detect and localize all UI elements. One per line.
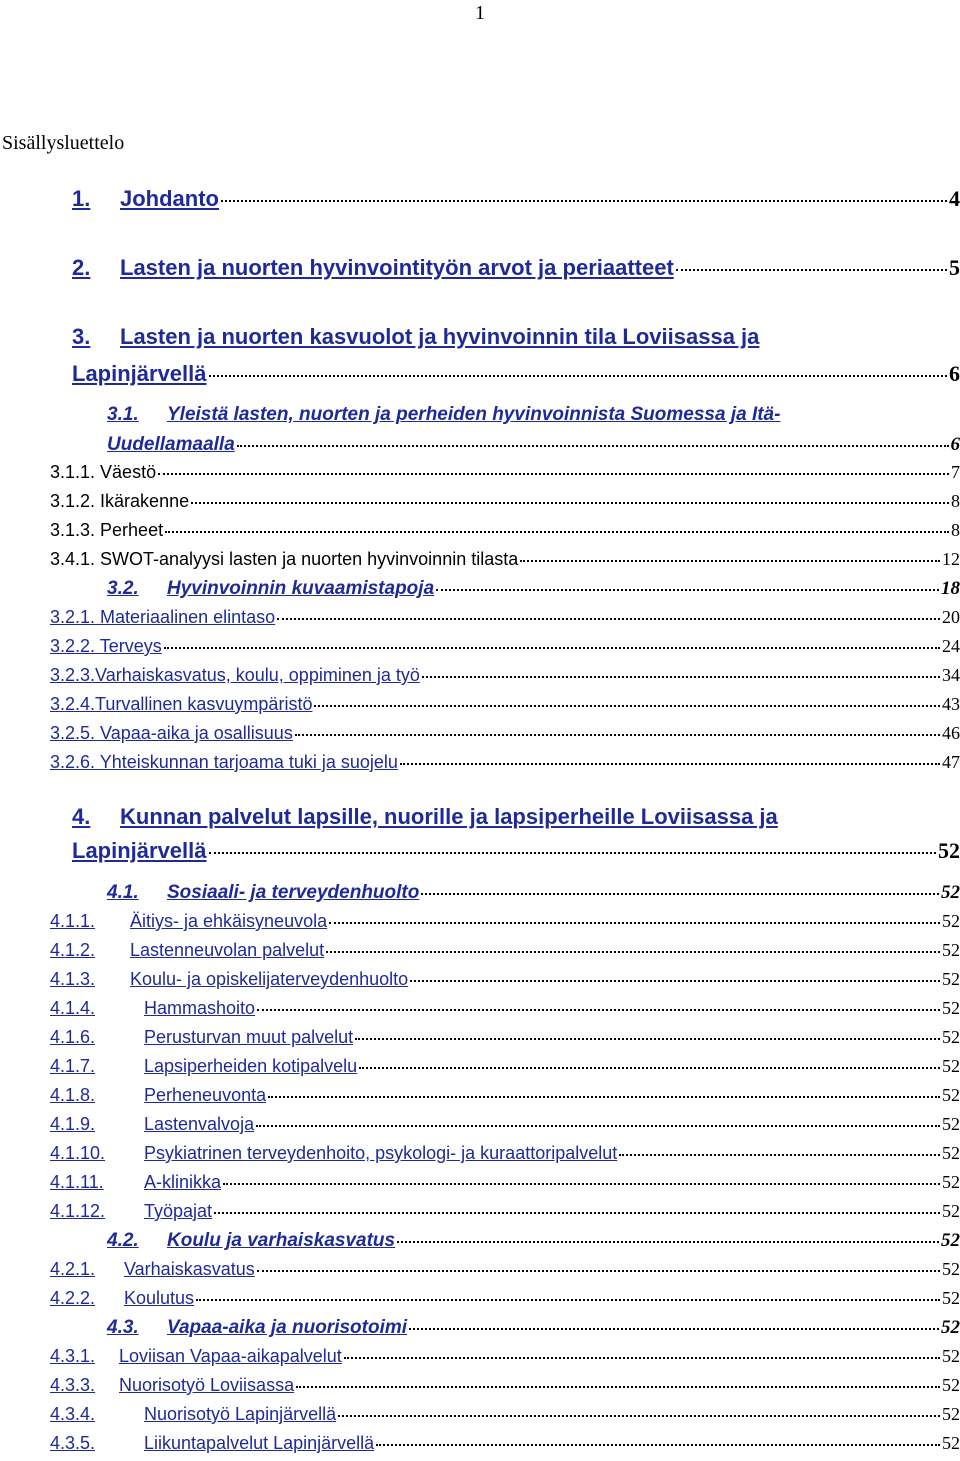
toc-entry-label: Työpajat [144, 1201, 213, 1221]
toc-entry-kasvuymparisto[interactable] [50, 694, 960, 715]
toc-page-number: 47 [942, 752, 960, 772]
toc-page-number: 46 [942, 723, 960, 743]
toc-page-number: 6 [949, 361, 960, 386]
dot-leader [676, 269, 947, 271]
toc-entry-label: A-klinikka [144, 1172, 222, 1192]
toc-entry-label: Uudellamaalla [107, 434, 235, 455]
toc-page-number: 52 [941, 882, 960, 903]
toc-entry-perheneuvonta[interactable] [50, 1085, 960, 1106]
dot-leader [221, 200, 947, 202]
toc-page-number: 52 [942, 1143, 960, 1163]
toc-page-number: 7 [951, 462, 960, 482]
dot-leader [256, 1125, 940, 1127]
toc-entry-number: 4.1.8. [50, 1085, 96, 1105]
toc-entry-yleista[interactable] [107, 404, 960, 426]
toc-entry-number: 4.1.11. [50, 1172, 104, 1192]
toc-entry-number: 4. [72, 804, 91, 829]
toc-entry-label: Perheneuvonta [144, 1085, 267, 1105]
toc-page-number: 52 [942, 1404, 960, 1424]
toc-entry-number: 1. [72, 186, 91, 211]
toc-page-number: 52 [941, 1317, 960, 1338]
toc-entry-tyopajat[interactable] [50, 1201, 960, 1222]
dot-leader [257, 1009, 940, 1011]
toc-entry-kouluterveydenhuolto[interactable] [50, 969, 960, 990]
toc-entry-koulu-varhaiskasvatus[interactable] [107, 1230, 960, 1252]
toc-entry-nuorisotyo-loviisa[interactable] [50, 1375, 960, 1396]
dot-leader [209, 375, 947, 377]
toc-entry-label: Hammashoito [144, 998, 256, 1018]
toc-entry-label: Perusturvan muut palvelut [144, 1027, 354, 1047]
toc-entry-label: Kunnan palvelut lapsille, nuorille ja lapsiperheille Loviisassa ja [120, 804, 778, 829]
toc-page-number: 52 [942, 1259, 960, 1279]
toc-entry-label: Lasten ja nuorten kasvuolot ja hyvinvoinnin tila Loviisassa ja [120, 324, 760, 349]
toc-entry-label: Lastenneuvolan palvelut [130, 940, 325, 960]
toc-entry-label: Nuorisotyö Loviisassa [119, 1375, 295, 1395]
toc-entry-psykiatrinen[interactable] [50, 1143, 960, 1164]
toc-entry-number: 4.1.3. [50, 969, 96, 989]
toc-page-number: 20 [942, 607, 960, 627]
toc-entry-label: Johdanto [120, 186, 219, 211]
toc-entry-ikarakenne[interactable] [50, 491, 960, 512]
toc-entry-number: 4.3.1. [50, 1346, 96, 1366]
toc-page-number: 52 [941, 1230, 960, 1251]
toc-entry-number: 4.1.2. [50, 940, 96, 960]
dot-leader [196, 1299, 940, 1301]
dot-leader [400, 763, 940, 765]
toc-entry-number: 4.1.10. [50, 1143, 106, 1163]
dot-leader [164, 647, 940, 649]
dot-leader [436, 589, 939, 591]
dot-leader [355, 1038, 940, 1040]
toc-entry-sosiaali-terveys[interactable] [107, 882, 960, 904]
toc-entry-johdanto[interactable] [72, 186, 960, 212]
toc-entry-yleista-cont[interactable] [107, 434, 960, 456]
page-number: 1 [475, 2, 485, 24]
toc-page-number: 52 [938, 838, 960, 863]
toc-entry-label: Koulu- ja opiskelijaterveydenhuolto [130, 969, 409, 989]
toc-page-number: 52 [942, 1201, 960, 1221]
toc-page-number: 52 [942, 1056, 960, 1076]
dot-leader [376, 1444, 940, 1446]
toc-entry-label: Psykiatrinen terveydenhoito, psykologi- ja kuraattoripalvelut [144, 1143, 618, 1163]
toc-entry-swot[interactable] [50, 549, 960, 570]
toc-title: Sisällysluettelo [2, 132, 125, 154]
dot-leader [397, 1241, 939, 1243]
toc-entry-label: Varhaiskasvatus [124, 1259, 255, 1279]
toc-entry-label: Yleistä lasten, nuorten ja perheiden hyvinvoinnista Suomessa ja Itä- [167, 404, 781, 425]
dot-leader [326, 951, 940, 953]
toc-entry-label: Lapsiperheiden kotipalvelu [144, 1056, 358, 1076]
dot-leader [520, 560, 940, 562]
toc-entry-label: Lasten ja nuorten hyvinvointityön arvot ja periaatteet [120, 255, 674, 280]
toc-entry-terveys[interactable] [50, 636, 960, 657]
dot-leader [314, 705, 940, 707]
toc-page-number: 24 [942, 636, 960, 656]
toc-entry-number: 3.1. [107, 404, 139, 425]
dot-leader [214, 1212, 940, 1214]
toc-page-number: 52 [942, 998, 960, 1018]
dot-leader [296, 1386, 940, 1388]
toc-page-number: 52 [942, 1172, 960, 1192]
toc-entry-label: 3.2.1. Materiaalinen elintaso [50, 607, 276, 627]
toc-entry-label: Loviisan Vapaa-aikapalvelut [119, 1346, 342, 1366]
toc-entry-label: Lastenvalvoja [144, 1114, 255, 1134]
toc-entry-label: Lapinjärvellä [72, 838, 207, 863]
toc-entry-label: Äitiys- ja ehkäisyneuvola [130, 911, 328, 931]
toc-entry-number: 2. [72, 255, 91, 280]
toc-entry-label: Vapaa-aika ja nuorisotoimi [167, 1317, 408, 1338]
dot-leader [421, 893, 939, 895]
toc-page-number: 12 [942, 549, 960, 569]
toc-entry-perheet[interactable] [50, 520, 960, 541]
toc-entry-vapaa-aika-osallisuus[interactable] [50, 723, 960, 744]
toc-entry-label: 3.1.2. Ikärakenne [50, 491, 190, 511]
toc-entry-tuki-suojelu[interactable] [50, 752, 960, 773]
toc-entry-elintaso[interactable] [50, 607, 960, 628]
toc-entry-kunnan-palvelut-cont[interactable] [72, 838, 960, 864]
dot-leader [191, 502, 949, 504]
toc-page-number: 52 [942, 1114, 960, 1134]
toc-entry-number: 4.1. [107, 882, 139, 903]
toc-entry-kuvaamistapoja[interactable] [107, 578, 960, 600]
toc-entry-hammashoito[interactable] [50, 998, 960, 1019]
toc-entry-label: 3.1.3. Perheet [50, 520, 164, 540]
toc-entry-number: 4.1.12. [50, 1201, 106, 1221]
toc-entry-number: 4.3. [107, 1317, 139, 1338]
toc-page-number: 18 [941, 578, 960, 599]
toc-entry-label: Hyvinvoinnin kuvaamistapoja [167, 578, 435, 599]
dot-leader [344, 1357, 940, 1359]
dot-leader [257, 1270, 940, 1272]
toc-entry-number: 4.1.7. [50, 1056, 96, 1076]
toc-entry-varhaiskasvatus-koulu[interactable] [50, 665, 960, 686]
toc-entry-nuorisotyo-lapinjarvi[interactable] [50, 1404, 960, 1425]
toc-entry-label: 3.2.4.Turvallinen kasvuympäristö [50, 694, 313, 714]
dot-leader [359, 1067, 940, 1069]
toc-entry-label: 3.2.5. Vapaa-aika ja osallisuus [50, 723, 293, 743]
dot-leader [165, 531, 949, 533]
toc-page-number: 8 [951, 491, 960, 511]
toc-page-number: 52 [942, 1433, 960, 1453]
toc-entry-kasvuolot-cont[interactable] [72, 361, 960, 387]
toc-entry-number: 3. [72, 324, 91, 349]
toc-entry-number: 4.2.1. [50, 1259, 96, 1279]
toc-entry-varhaiskasvatus[interactable] [50, 1259, 960, 1280]
toc-page-number: 34 [942, 665, 960, 685]
dot-leader [237, 445, 949, 447]
toc-entry-number: 4.1.4. [50, 998, 96, 1018]
toc-entry-label: Sosiaali- ja terveydenhuolto [167, 882, 420, 903]
toc-entry-lastenvalvoja[interactable] [50, 1114, 960, 1135]
toc-entry-liikuntapalvelut[interactable] [50, 1433, 960, 1454]
dot-leader [295, 734, 940, 736]
toc-page-number: 52 [942, 1346, 960, 1366]
dot-leader [158, 473, 949, 475]
toc-entry-aitiysneuvola[interactable] [50, 911, 960, 932]
toc-entry-label: 3.2.2. Terveys [50, 636, 162, 656]
toc-entry-arvot[interactable] [72, 255, 960, 281]
toc-entry-loviisan-vapaa-aika[interactable] [50, 1346, 960, 1367]
toc-entry-number: 3.2. [107, 578, 139, 599]
toc-page-number: 4 [949, 186, 960, 211]
toc-entry-label: Liikuntapalvelut Lapinjärvellä [144, 1433, 375, 1453]
dot-leader [209, 852, 936, 854]
toc-entry-number: 4.3.5. [50, 1433, 96, 1453]
toc-page-number: 52 [942, 1288, 960, 1308]
toc-page-number: 52 [942, 969, 960, 989]
toc-page-number: 43 [942, 694, 960, 714]
toc-page-number: 52 [942, 1027, 960, 1047]
dot-leader [410, 980, 940, 982]
dot-leader [422, 676, 940, 678]
toc-entry-label: Nuorisotyö Lapinjärvellä [144, 1404, 337, 1424]
toc-page-number: 6 [950, 434, 960, 455]
toc-entry-label: Koulutus [124, 1288, 195, 1308]
dot-leader [277, 618, 940, 620]
dot-leader [268, 1096, 940, 1098]
dot-leader [329, 922, 940, 924]
toc-entry-a-klinikka[interactable] [50, 1172, 960, 1193]
toc-entry-number: 4.1.1. [50, 911, 96, 931]
toc-page-number: 52 [942, 911, 960, 931]
toc-entry-kunnan-palvelut[interactable] [72, 804, 960, 830]
toc-entry-label: Koulu ja varhaiskasvatus [167, 1230, 396, 1251]
dot-leader [619, 1154, 940, 1156]
toc-entry-label: 3.4.1. SWOT-analyysi lasten ja nuorten hyvinvoinnin tilasta [50, 549, 519, 569]
toc-page-number: 52 [942, 940, 960, 960]
toc-entry-kotipalvelu[interactable] [50, 1056, 960, 1077]
toc-page-number: 5 [949, 255, 960, 280]
toc-page-number: 8 [951, 520, 960, 540]
toc-entry-kasvuolot[interactable] [72, 324, 960, 350]
toc-entry-number: 4.2.2. [50, 1288, 96, 1308]
toc-entry-number: 4.3.4. [50, 1404, 96, 1424]
toc-entry-number: 4.3.3. [50, 1375, 96, 1395]
toc-page-number: 52 [942, 1085, 960, 1105]
dot-leader [409, 1328, 939, 1330]
toc-entry-number: 4.1.6. [50, 1027, 96, 1047]
toc-entry-label: 3.1.1. Väestö [50, 462, 157, 482]
toc-entry-lastenneuvola[interactable] [50, 940, 960, 961]
toc-entry-number: 4.1.9. [50, 1114, 96, 1134]
toc-entry-perusturva[interactable] [50, 1027, 960, 1048]
toc-page-number: 52 [942, 1375, 960, 1395]
toc-entry-vaesto[interactable] [50, 462, 960, 483]
toc-entry-label: Lapinjärvellä [72, 361, 207, 386]
toc-entry-label: 3.2.3.Varhaiskasvatus, koulu, oppiminen ja työ [50, 665, 420, 685]
dot-leader [223, 1183, 940, 1185]
dot-leader [338, 1415, 940, 1417]
toc-entry-koulutus[interactable] [50, 1288, 960, 1309]
toc-entry-vapaa-aika-nuorisotoimi[interactable] [107, 1317, 960, 1339]
toc-entry-label: 3.2.6. Yhteiskunnan tarjoama tuki ja suojelu [50, 752, 398, 772]
toc-entry-number: 4.2. [107, 1230, 139, 1251]
